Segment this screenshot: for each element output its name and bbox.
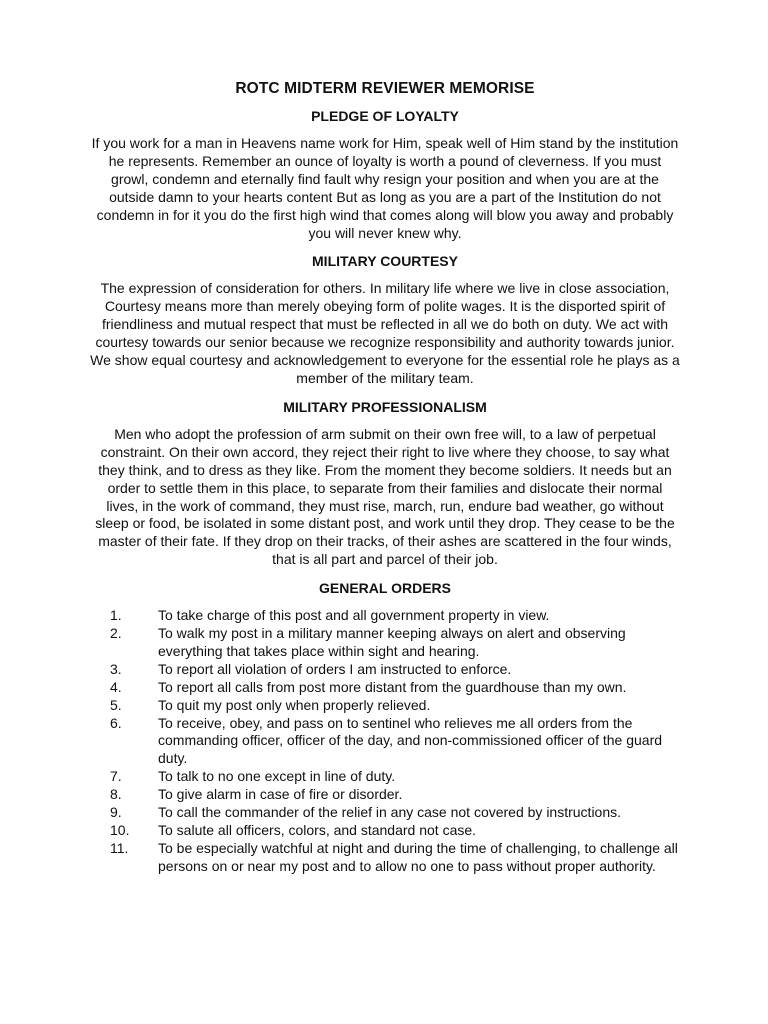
list-item-number: 7. bbox=[110, 768, 122, 785]
list-item bbox=[90, 768, 680, 786]
list-item-text: To report all calls from post more distant from the guardhouse than my own. bbox=[158, 678, 627, 695]
list-item bbox=[90, 607, 680, 625]
section-military-professionalism bbox=[90, 399, 680, 569]
list-item-number: 3. bbox=[110, 660, 122, 677]
list-item-number: 4. bbox=[110, 678, 122, 695]
section-heading: MILITARY PROFESSIONALISM bbox=[283, 398, 487, 415]
section-heading: GENERAL ORDERS bbox=[319, 580, 451, 597]
list-item bbox=[90, 679, 680, 697]
section-heading: PLEDGE OF LOYALTY bbox=[311, 108, 459, 124]
list-item-text: To receive, obey, and pass on to sentinel who relieves me all orders from the commanding officer, officer of the day, and non-commissioned officer of the guard duty. bbox=[158, 714, 663, 767]
list-item-number: 8. bbox=[110, 786, 122, 803]
section-military-courtesy bbox=[90, 253, 680, 387]
section-paragraph: Men who adopt the profession of arm submit on their own free will, to a law of perpetual constraint. On their own accord, they reject their right to live where they choose, to say what they think, and to dress as they like. From the moment they become soldiers. It needs but an order to settle them in this place, to separate from their families and dislocate their normal lives, in the work of command, they must rise, march, run, endure bad weather, go without sleep or food, be isolated in some distant post, and work until they drop. They cease to be the master of their fate. If they drop on their tracks, of their ashes are scattered in the four winds, that is all part and parcel of their job. bbox=[95, 425, 675, 568]
list-item-text: To report all violation of orders I am instructed to enforce. bbox=[158, 660, 512, 677]
section-pledge-of-loyalty bbox=[90, 108, 680, 242]
section-general-orders bbox=[90, 580, 680, 876]
list-item bbox=[90, 625, 680, 661]
list-item bbox=[90, 715, 680, 769]
list-item-text: To be especially watchful at night and during the time of challenging, to challenge all persons on or near my post and to allow no one to pass without proper authority. bbox=[158, 839, 678, 874]
list-item bbox=[90, 697, 680, 715]
list-item-number: 6. bbox=[110, 714, 122, 731]
section-paragraph: The expression of consideration for others. In military life where we live in close association, Courtesy means more than merely obeying form of polite wages. It is the disported spirit of friendliness and mutual respect that must be reflected in all we do both on duty. We act with courtesy towards our senior because we recognize responsibility and authority towards junior. We show equal courtesy and acknowledgement to everyone for the essential role he plays as a member of the military team. bbox=[90, 280, 680, 386]
list-item-text: To take charge of this post and all government property in view. bbox=[158, 607, 550, 624]
document-title: ROTC MIDTERM REVIEWER MEMORISE bbox=[235, 80, 535, 97]
list-item bbox=[90, 822, 680, 840]
list-item bbox=[90, 804, 680, 822]
list-item-text: To walk my post in a military manner keeping always on alert and observing everything that takes place within sight and hearing. bbox=[158, 625, 626, 659]
list-item-number: 2. bbox=[110, 625, 122, 642]
list-item bbox=[90, 661, 680, 679]
list-item bbox=[90, 840, 680, 876]
list-item-text: To quit my post only when properly relieved. bbox=[158, 696, 431, 713]
list-item-text: To give alarm in case of fire or disorder. bbox=[158, 786, 403, 803]
section-heading: MILITARY COURTESY bbox=[312, 253, 458, 270]
list-item-number: 1. bbox=[110, 607, 122, 624]
general-orders-list bbox=[90, 607, 680, 876]
list-item-text: To salute all officers, colors, and standard not case. bbox=[158, 822, 477, 838]
list-item-number: 5. bbox=[110, 696, 122, 713]
section-paragraph: If you work for a man in Heavens name work for Him, speak well of Him stand by the institution he represents. Remember an ounce of loyalty is worth a pound of cleverness. If you must growl, condemn and eternally find fault why resign your position and when you are at the outside damn to your hearts content But as long as you are a part of the Institution do not condemn in for it you do the first high wind that comes along will blow you away and probably you will never knew why. bbox=[91, 135, 679, 241]
list-item bbox=[90, 786, 680, 804]
list-item-text: To call the commander of the relief in any case not covered by instructions. bbox=[158, 804, 622, 821]
list-item-number: 9. bbox=[110, 804, 122, 821]
list-item-number: 10. bbox=[110, 822, 130, 838]
list-item-number: 11. bbox=[110, 839, 129, 856]
list-item-text: To talk to no one except in line of duty. bbox=[158, 768, 396, 785]
